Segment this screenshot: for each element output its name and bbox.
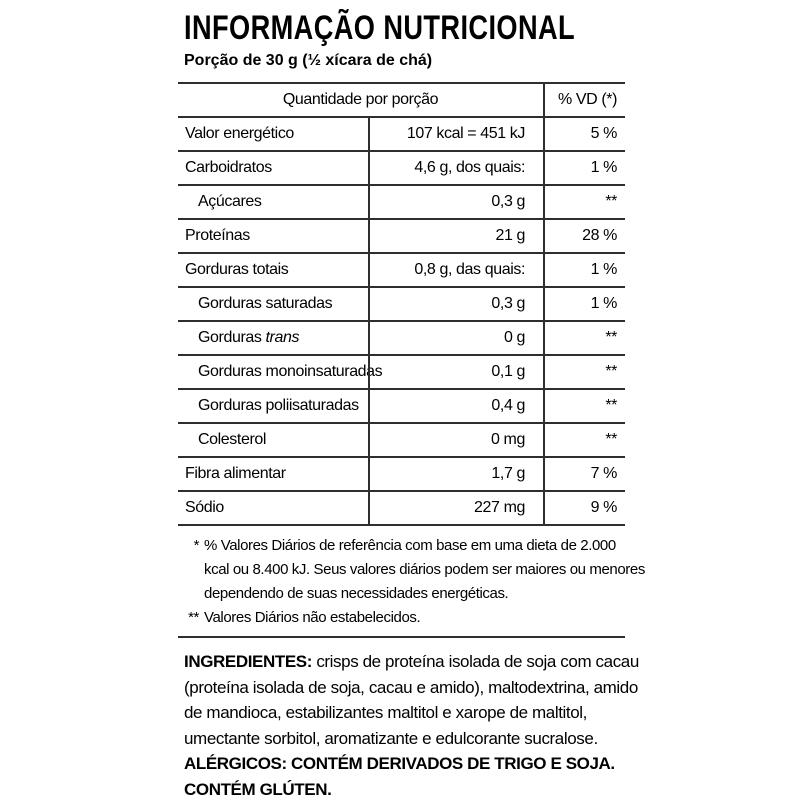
nutrient-quantity: 4,6 g, dos quais: xyxy=(368,152,543,184)
serving-size: Porção de 30 g (½ xícara de chá) xyxy=(184,52,433,69)
nutrient-daily-value: ** xyxy=(543,424,625,456)
column-header-quantity: Quantidade por porção xyxy=(282,91,439,108)
nutrient-quantity: 0,1 g xyxy=(368,356,543,388)
nutrient-quantity: 1,7 g xyxy=(368,458,543,490)
ingredients-line: umectante sorbitol, aromatizante e edulcorante sucralose. xyxy=(184,728,598,748)
table-row-gorduras-totais xyxy=(178,254,625,288)
nutrient-quantity: 0 g xyxy=(368,322,543,354)
nutrition-title: INFORMAÇÃO NUTRICIONAL xyxy=(184,9,576,47)
nutrient-name: Proteínas xyxy=(185,227,250,244)
allergens-line: ALÉRGICOS: CONTÉM DERIVADOS DE TRIGO E SOJA. xyxy=(184,754,615,773)
footnote-marker: * xyxy=(193,537,199,554)
nutrient-quantity: 21 g xyxy=(368,220,543,252)
table-row-gorduras-trans xyxy=(178,322,625,356)
nutrient-daily-value: ** xyxy=(543,390,625,422)
table-row-valor-energetico xyxy=(178,118,625,152)
footnotes-section xyxy=(178,526,645,638)
nutrient-name: Colesterol xyxy=(198,431,267,448)
gluten-line: CONTÉM GLÚTEN. xyxy=(184,779,332,799)
ingredients-line: (proteína isolada de soja, cacau e amido), maltodextrina, amido xyxy=(184,677,638,697)
nutrient-name: Carboidratos xyxy=(185,159,272,176)
table-row-carboidratos xyxy=(178,152,625,186)
footnote-daily-values xyxy=(178,534,645,606)
table-row-proteinas xyxy=(178,220,625,254)
table-row-gorduras-monoinsaturadas xyxy=(178,356,625,390)
nutrient-daily-value: 28 % xyxy=(543,220,625,252)
nutrition-table xyxy=(178,82,625,526)
ingredients-line: INGREDIENTES: crisps de proteína isolada de soja com cacau xyxy=(184,652,639,671)
nutrient-quantity: 227 mg xyxy=(368,492,543,524)
table-row-gorduras-saturadas xyxy=(178,288,625,322)
footnote-marker: ** xyxy=(188,609,199,626)
nutrient-daily-value: 9 % xyxy=(543,492,625,524)
ingredients-section xyxy=(184,649,639,800)
footnote-not-established xyxy=(178,606,625,630)
column-header-daily-value: % VD (*) xyxy=(543,84,625,116)
nutrient-name: Fibra alimentar xyxy=(185,465,286,482)
nutrient-daily-value: 7 % xyxy=(543,458,625,490)
nutrient-daily-value: 1 % xyxy=(543,288,625,320)
footnote-text-line: dependendo de suas necessidades energéticas. xyxy=(204,585,509,602)
nutrient-daily-value: 1 % xyxy=(543,254,625,286)
table-row-acucares xyxy=(178,186,625,220)
nutrient-daily-value: 1 % xyxy=(543,152,625,184)
nutrient-name: Gorduras monoinsaturadas xyxy=(198,363,383,380)
nutrient-name: Gorduras poliisaturadas xyxy=(198,397,359,414)
footnote-text-line: Valores Diários não estabelecidos. xyxy=(204,609,421,626)
nutrient-daily-value: ** xyxy=(543,356,625,388)
nutrient-daily-value: ** xyxy=(543,322,625,354)
nutrition-label xyxy=(178,9,645,800)
table-header-row xyxy=(178,82,625,118)
nutrient-quantity: 0 mg xyxy=(368,424,543,456)
nutrient-name: Açúcares xyxy=(198,193,262,210)
table-row-gorduras-poliisaturadas xyxy=(178,390,625,424)
nutrient-quantity: 0,4 g xyxy=(368,390,543,422)
nutrient-name: Gorduras totais xyxy=(185,261,289,278)
nutrient-quantity: 0,8 g, das quais: xyxy=(368,254,543,286)
table-row-fibra-alimentar xyxy=(178,458,625,492)
nutrient-name: Sódio xyxy=(185,499,224,516)
nutrient-quantity: 107 kcal = 451 kJ xyxy=(368,118,543,150)
footnote-text-line: kcal ou 8.400 kJ. Seus valores diários podem ser maiores ou menores xyxy=(204,561,645,578)
table-row-sodio xyxy=(178,492,625,526)
nutrient-daily-value: ** xyxy=(543,186,625,218)
nutrient-quantity: 0,3 g xyxy=(368,186,543,218)
nutrient-quantity: 0,3 g xyxy=(368,288,543,320)
table-row-colesterol xyxy=(178,424,625,458)
ingredients-line: de mandioca, estabilizantes maltitol e xarope de maltitol, xyxy=(184,703,587,722)
nutrient-name: Valor energético xyxy=(185,125,294,142)
footnote-text-line: % Valores Diários de referência com base em uma dieta de 2.000 xyxy=(204,537,616,554)
nutrient-name: Gorduras saturadas xyxy=(198,295,333,312)
nutrient-daily-value: 5 % xyxy=(543,118,625,150)
nutrient-name: Gorduras trans xyxy=(198,329,300,346)
